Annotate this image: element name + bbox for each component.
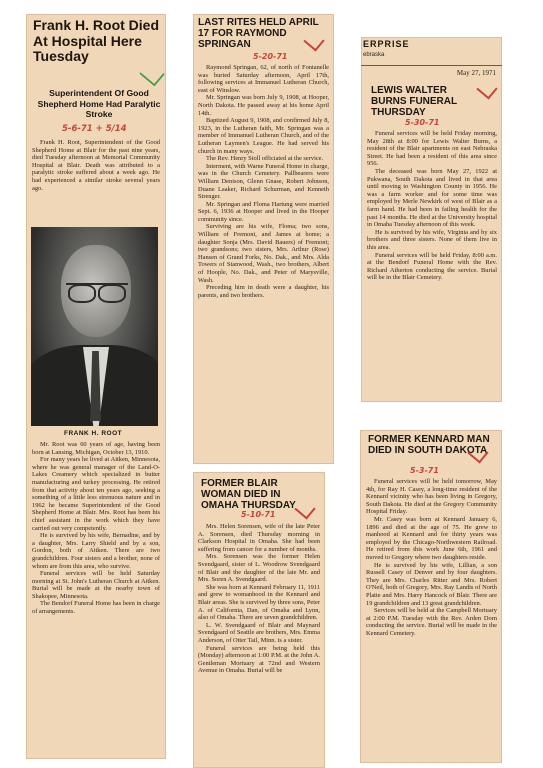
- green-check-mark: [139, 61, 165, 86]
- paragraph: L. W. Svendgaard of Blair and Maynard Svendgaard of Seattle are brothers, Mrs. Emma Anderson, of Otter Tail, Minn. is a sister.: [198, 621, 320, 644]
- masthead: [361, 37, 502, 66]
- clipping-lewis-burns: [361, 37, 502, 402]
- paragraph: Baptized August 9, 1908, and confirmed July 8, 1923, in the Lutheran faith, Mr. Springan was a member of Immanuel Lutheran Church, and of the Lutheran Laymen's League. He had served his church in many ways.: [198, 117, 329, 155]
- body-frank-root: [32, 441, 160, 616]
- paragraph: Mr. Springan was born July 9, 1908, at Hooper, North Dakota. He passed away at his home April 14th.: [198, 94, 329, 117]
- handwritten-date-casey: 5-3-71: [410, 466, 439, 475]
- headline-burns: LEWIS WALTER BURNS FUNERAL THURSDAY: [371, 85, 457, 118]
- handwritten-date-burns: 5-30-71: [405, 118, 440, 127]
- paragraph: The Rev. Henry Stoll officiated at the service.: [206, 155, 324, 163]
- paragraph: Surviving are his wife, Floma; two sons, William of Fremont, and James at home; a daughter Sonja (Mrs. David Bauers) of Fremont; two grandsons; two sisters, Mrs. Arthur (Rose) Hansen of Grand Forks, No. Dak., and Mrs. Alda Towers of Stanwood, Wash., two brothers, Albert of Hoople, No. Dak., and Peter of Marysville, Wash.: [198, 223, 329, 284]
- paragraph: Mrs. Sorensen was the former Helen Svendgaard, sister of L. Woodrow Svendgaard of Blair and the daughter of the late Mr. and Mrs. Soren A. Svendgaard.: [198, 553, 320, 584]
- paragraph: Mr. Root was 60 years of age, having been born at Lansing, Michigan, October 13, 1910.: [32, 441, 160, 456]
- headline-sorensen: FORMER BLAIR WOMAN DIED IN OMAHA THURSDAY: [201, 478, 296, 511]
- paragraph: Funeral services will be held Friday, 8:00 a.m. at the Bendorf Funeral Home with the Rev. Richard Atherton conducting the service. Burial will be in the Blair Cemetery.: [367, 251, 497, 282]
- handwritten-date-springan: 5-20-71: [253, 52, 288, 61]
- portrait-photo: [31, 227, 158, 426]
- masthead-subtitle: ebraska: [363, 52, 385, 58]
- paragraph: Funeral services will be held Friday morning, May 28th at 8:00 for Lewis Walter Burns, a resident of the Blair apartments on east Nebraska Street. He had been a resident of this area since 956.: [367, 130, 497, 168]
- paragraph: Mrs. Helen Sorensen, wife of the late Peter A. Sorensen, died Thursday morning in Clarkson Hospital in Omaha. She had been suffering from cancer for a number of months.: [198, 523, 320, 553]
- paragraph: Services will be held at the Campbell Mortuary at 2:00 P.M. Tuesday with the Rev. Arden Dorn conducting the service. Burial will be made in the Kennard Cemetery.: [366, 607, 497, 637]
- clipping-helen-sorensen: [193, 472, 325, 768]
- paragraph: Preceding him in death were a daughter, his parents, and two brothers.: [198, 284, 329, 299]
- paragraph: Interment, with Warne Funeral Home in charge, was in the Church Cemetery. Pallbearers were William Denison, Glenn Gnase, Robert Johnson, Duane Laaker, Richard Schurman, and Kenneth Strenger.: [198, 162, 329, 201]
- paragraph: For many years he lived at Aitken, Minnesota, where he was general manager of the Land-O-Lakes Creamery which specialized in butter manufacturing and turkey processing. He retired from that activity about ten years ago, seeking a something of a little less strenuous nature and in 1962 he became Superintendent of the Good Shepherd Home at Blair. Mrs. Root has been his chief assistant in the work which they have carried out very competently.: [32, 456, 160, 532]
- paragraph: He is survived by his wife, Bernadine, and by a daughter, Mrs. Larry Shield and by a son, Gordon, both of Aitken. There are two grandchildren. Four sisters and a brother, none of whom are from this area, who survive.: [32, 532, 160, 570]
- photo-caption: FRANK H. ROOT: [64, 430, 123, 437]
- body-burns: [367, 130, 497, 282]
- handwritten-date-sorensen: 5-10-71: [241, 510, 276, 519]
- paragraph: Funeral services will be held Saturday morning at St. John's Lutheran Church at Aitken. Burial will be made at the nearby town of Shakopee, Minnesota.: [32, 570, 160, 600]
- headline-casey: FORMER KENNARD MAN DIED IN SOUTH DAKOTA: [368, 434, 490, 456]
- headline-springan: LAST RITES HELD APRIL 17 FOR RAYMOND SPRINGAN: [198, 17, 319, 50]
- paragraph: Mr. Casey was born at Kennard January 6, 1896 and died at the age of 75. He grew to manhood at Kennard and for thirty years was employed by the Chicago-Northwestern Railroad. He retired from this work June 6th, 1961 and moved to Gregory where two daughters reside.: [366, 515, 497, 561]
- paragraph: He is survived by his wife, Virginia and by six brothers and three sisters. None of them live in this area.: [367, 228, 497, 251]
- body-sorensen: [198, 523, 320, 675]
- handwritten-date-frank-root: 5-6-71 + 5/14: [62, 124, 127, 134]
- body-springan: [198, 64, 329, 299]
- clipping-raymond-springan: [193, 14, 334, 464]
- masthead-title: ERPRISE: [363, 39, 410, 49]
- paragraph: He is survived by his wife, Lillian, a son Russell Casey of Denver and by four daughters. They are Mrs. Charles Ritter and Mrs. Robert O'Neil, both of Gregory, Mrs. Ray Landis of North Platte and Mrs. Harry Hancock of Blair. There are 19 grandchildren and 13 great grandchildren.: [366, 561, 497, 607]
- intro-frank-root: Frank H. Root, Superintendent of the Good Shepherd Home at Blair for the past nine years, died Tuesday afternoon at Memorial Community Hospital at Blair. Death was attributed to a paralytic stroke suffered about a week ago. He had experienced a similar stroke several years ago.: [32, 139, 160, 192]
- subhead-frank-root: Superintendent Of Good Shepherd Home Had Paralytic Stroke: [37, 88, 161, 119]
- paragraph: Funeral services are being held this (Monday) afternoon at 1:00 P.M. at the John A. Gentleman Mortuary at 72nd and Western Avenue in Omaha. Burial will be: [198, 644, 320, 675]
- clipping-frank-root: [26, 14, 166, 759]
- paragraph: She was born at Kennard February 11, 1911 and grew to womanhood in the Kennard and Blair areas. She is survived by three sons, Peter A. of California, Dan, of Omaha and Lynn, also of Omaha. There are seven grandchildren.: [198, 583, 320, 622]
- paragraph: Raymond Springan, 62, of north of Fontanelle was buried Saturday afternoon, April 17th, following services at Immanuel Lutheran Church, east of Winslow.: [198, 64, 329, 94]
- paragraph: Funeral services will be held tomorrow, May 4th, for Ray H. Casey, a long-time resident of the Kennard vicinity who has been living in Gregory, South Dakota. He died at the Gregory Community Hospital Friday.: [366, 478, 497, 516]
- paragraph: Mr. Springan and Floma Hartung were married Sept. 6, 1936 at Hooper and lived in the Hooper community since.: [198, 200, 329, 223]
- body-casey: [366, 478, 497, 637]
- paragraph: The Bendorf Funeral Home has been in charge of arrangements.: [32, 600, 160, 616]
- dateline: May 27, 1971: [456, 69, 496, 77]
- clipping-ray-casey: [360, 430, 502, 763]
- paragraph: The deceased was born May 27, 1922 at Pukwana, South Dakota and lived in that area until moving to Washington County in 1956. He was a farm worker and for some time was employed by Merle Newkirk of west of Blair as a farm hand. He had been in failing health for the past 14 months. He died at the University hospital in Omaha Tuesday afternoon of this week.: [367, 167, 497, 229]
- headline-frank-root: Frank H. Root Died At Hospital Here Tuesday: [33, 17, 160, 64]
